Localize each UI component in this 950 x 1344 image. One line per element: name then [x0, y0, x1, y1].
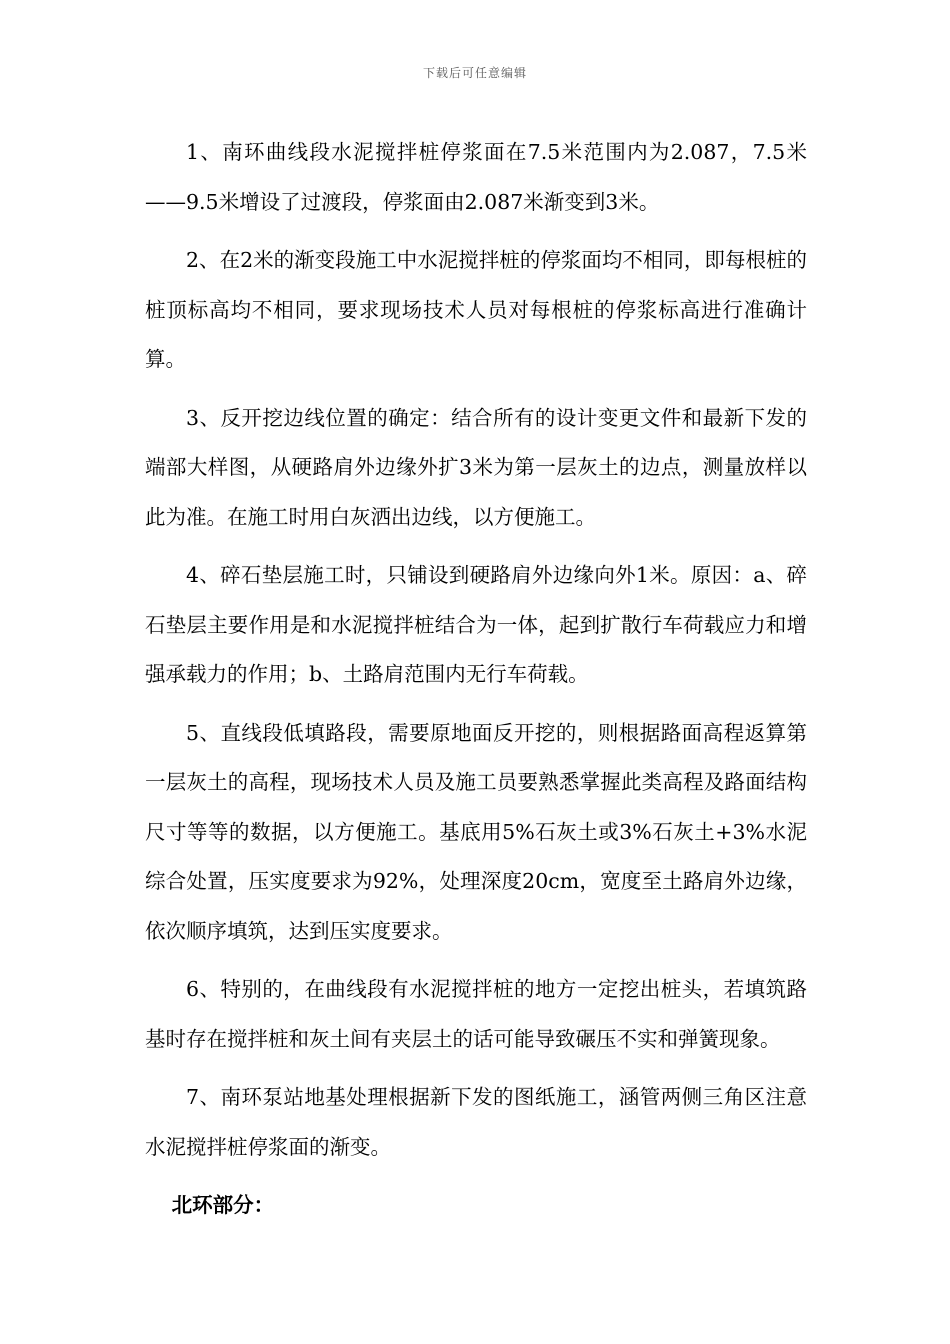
paragraph-7: 7、南环泵站地基处理根据新下发的图纸施工，涵管两侧三角区注意水泥搅拌桩停浆面的渐变。 [145, 1085, 807, 1159]
paragraph-3: 3、反开挖边线位置的确定：结合所有的设计变更文件和最新下发的端部大样图，从硬路肩外边缘外扩3米为第一层灰土的边点，测量放样以此为准。在施工时用白灰洒出边线，以方便施工。 [145, 405, 807, 529]
paragraph-1: 1、南环曲线段水泥搅拌桩停浆面在7.5米范围内为2.087，7.5米——9.5米增设了过渡段，停浆面由2.087米渐变到3米。 [145, 140, 807, 214]
section-title: 北环部分： [171, 1193, 275, 1217]
page-header: 下载后可任意编辑 [422, 66, 527, 80]
paragraph-2: 2、在2米的渐变段施工中水泥搅拌桩的停浆面均不相同，即每根桩的桩顶标高均不相同，要求现场技术人员对每根桩的停浆标高进行准确计算。 [145, 248, 807, 371]
document-body [145, 128, 807, 1231]
paragraph-5: 5、直线段低填路段，需要原地面反开挖的，则根据路面高程返算第一层灰土的高程，现场技术人员及施工员要熟悉掌握此类高程及路面结构尺寸等等的数据，以方便施工。基底用5%石灰土或3%石灰土+3%水泥综合处置，压实度要求为92%，处理深度20cm，宽度至土路肩外边缘，依次顺序填筑，达到压实度要求。 [145, 720, 807, 943]
paragraph-6: 6、特别的，在曲线段有水泥搅拌桩的地方一定挖出桩头，若填筑路基时存在搅拌桩和灰土间有夹层土的话可能导致碾压不实和弹簧现象。 [145, 977, 807, 1051]
paragraph-4: 4、碎石垫层施工时，只铺设到硬路肩外边缘向外1米。原因：a、碎石垫层主要作用是和水泥搅拌桩结合为一体，起到扩散行车荷载应力和增强承载力的作用；b、土路肩范围内无行车荷载。 [145, 563, 807, 686]
